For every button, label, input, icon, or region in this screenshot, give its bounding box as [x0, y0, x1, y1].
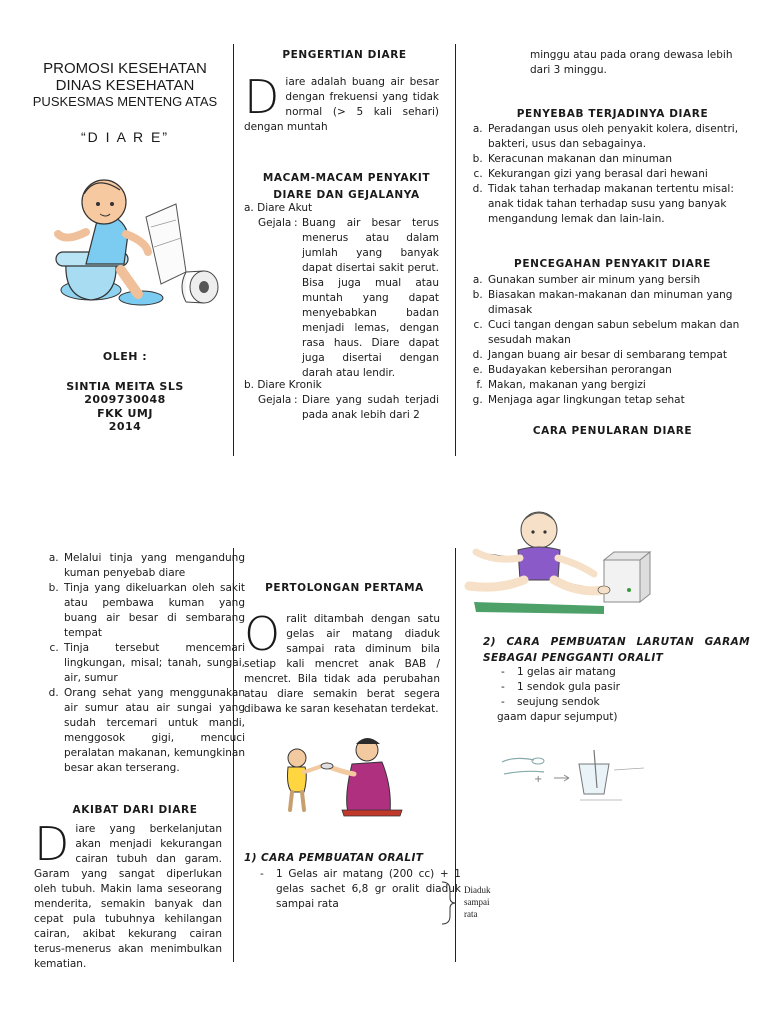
list-item: e. Budayakan kebersihan perorangan: [486, 363, 761, 378]
list-item: b. Keracunan makanan dan minuman: [486, 152, 761, 167]
section-heading-macam: [244, 170, 449, 204]
list-item: d. Jangan buang air besar di sembarang tempat: [486, 348, 761, 363]
mixing-glass-illustration: [494, 744, 654, 804]
gejala-text: Diare yang sudah terjadi pada anak lebih dari 2: [302, 394, 439, 421]
pertolongan-text: ralit ditambah dengan satu gelas air matang diaduk sampai rata diminum bila setiap kali mencret anak BAB / mencret. Bila tidak ada perubahan atau diare semakin berat segera dibawa ke saran kesehatan terdekat.: [244, 613, 440, 715]
cover-organization: PUSKESMAS MENTENG ATAS: [32, 94, 218, 109]
list-item: c. Cuci tangan dengan sabun sebelum makan dan sesudah makan: [486, 318, 761, 348]
list-item: - 1 sendok gula pasir: [517, 680, 757, 695]
author-name: SINTIA MEITA SLS: [66, 379, 184, 393]
section-heading-penyebab: PENYEBAB TERJADINYA DIARE: [516, 108, 709, 120]
list-item: - 1 gelas air matang: [517, 665, 757, 680]
oralit-list: [256, 867, 461, 912]
diare-akut-title: a. Diare Akut: [244, 202, 313, 214]
list-item: d. Orang sehat yang menggunakan air sumur atau air sungai yang sudah tercemari untuk mandi, menggosok gigi, mencuci peralatan makanan, kemungkinan besar akan terserang.: [62, 686, 245, 776]
list-item: c. Tinja tersebut mencemari lingkungan, misal; tanah, sungai, air, sumur: [62, 641, 245, 686]
diare-kronik-block: b. Diare Kronik Gejala : Diare yang sudah terjadi pada anak lebih dari 2: [244, 379, 439, 421]
author-year: 2014: [108, 420, 142, 433]
larutan-list: [497, 665, 757, 710]
cover-topic: “D I A R E”: [80, 129, 170, 145]
list-item: - seujung sendok: [517, 695, 757, 710]
dropcap-letter: D: [244, 70, 280, 124]
cover-subtitle: DINAS KESEHATAN: [55, 77, 195, 94]
akibat-paragraph: [34, 817, 222, 972]
oralit-heading: 1) CARA PEMBUATAN ORALIT: [244, 852, 424, 864]
svg-text:+: +: [534, 774, 543, 785]
larutan-heading: 2) CARA PEMBUATAN LARUTAN GARAM SEBAGAI PENGGANTI ORALIT: [483, 636, 750, 664]
penularan-list: [40, 551, 245, 776]
child-sitting-illustration: [454, 502, 654, 620]
diare-akut-block: a. Diare Akut Gejala : Buang air besar terus menerus atau dalam jumlah yang banyak dapat disertai sakit perut. Bisa juga mual atau muntah yang dapat menyebabkan badan menjadi lemas, dengan rasa haus. Diare dapat juga disertai dengan darah atau lendir.: [244, 202, 439, 379]
list-item: b. Tinja yang dikeluarkan oleh sakit atau pembawa kuman yang buang air besar di sembarang tempat: [62, 581, 245, 641]
section-heading-pencegahan: PENCEGAHAN PENYAKIT DIARE: [514, 258, 711, 270]
panel-divider: [233, 44, 234, 456]
section-heading-akibat: AKIBAT DARI DIARE: [72, 804, 198, 816]
gejala-label: Gejala: [258, 217, 292, 229]
dropcap-letter: D: [34, 817, 70, 871]
akibat-text: iare yang berkelanjutan akan menjadi kekurangan cairan tubuh dan garam. Garam yang sangat diperlukan oleh tubuh. Makin lama seseorang menderita, semakin banyak dan cepat pula tubuhnya kehilangan cairan, akibat kekurang cairan terus-menerus akan menimbulkan kematian.: [34, 823, 222, 970]
by-label: OLEH :: [102, 350, 148, 363]
panel-divider: [455, 44, 456, 456]
dropcap-letter: O: [244, 607, 281, 661]
diare-kronik-title: b. Diare Kronik: [244, 379, 322, 391]
pengertian-text: iare adalah buang air besar dengan frekuensi yang tidak normal (> 5 kali sehari) dengan muntah: [244, 76, 439, 133]
section-heading-pengertian: PENGERTIAN DIARE: [282, 49, 407, 61]
list-item: - 1 Gelas air matang (200 cc) + 1 gelas sachet 6,8 gr oralit diaduk sampai rata: [276, 867, 461, 912]
gejala-label: Gejala: [258, 394, 292, 406]
brace-icon: [440, 880, 458, 926]
heading-line: MACAM-MACAM PENYAKIT: [262, 172, 431, 184]
pertolongan-paragraph: [244, 607, 440, 717]
pengertian-paragraph: [244, 70, 439, 135]
section-heading-pertolongan: PERTOLONGAN PERTAMA: [265, 582, 424, 594]
list-item: g. Menjaga agar lingkungan tetap sehat: [486, 393, 761, 408]
list-item: d. Tidak tahan terhadap makanan tertentu misal: anak tidak tahan terhadap susu yang banyak mengandung lemak dan lain-lain.: [486, 182, 761, 227]
child-on-potty-illustration: [36, 172, 226, 317]
stirring-note: Diaduk sampai rata: [464, 885, 491, 919]
cover-title: PROMOSI KESEHATAN: [43, 60, 207, 77]
penyebab-list: [464, 122, 761, 227]
list-item: f. Makan, makanan yang bergizi: [486, 378, 761, 393]
author-id: 2009730048: [84, 393, 166, 406]
list-item: c. Kekurangan gizi yang berasal dari hewani: [486, 167, 761, 182]
mother-feeding-child-illustration: [272, 732, 412, 820]
list-item: a. Melalui tinja yang mengandung kuman penyebab diare: [62, 551, 245, 581]
list-item: b. Biasakan makan-makanan dan minuman yang dimasak: [486, 288, 761, 318]
section-heading-penularan: CARA PENULARAN DIARE: [532, 425, 693, 437]
kronik-continuation: minggu atau pada orang dewasa lebih dari 3 minggu.: [530, 49, 733, 76]
pencegahan-list: [464, 273, 761, 408]
author-block: [30, 350, 220, 434]
list-item: a. Gunakan sumber air minum yang bersih: [486, 273, 761, 288]
cover-panel: [20, 60, 230, 145]
author-institution: FKK UMJ: [97, 406, 153, 420]
gejala-text: Buang air besar terus menerus atau dalam jumlah yang banyak dapat disertai sakit perut. Bisa juga mual atau muntah yang dapat menyebabkan badan menjadi lemas, dengan rasa haus. Diare dapat juga disertai dengan darah atau lendir.: [302, 217, 439, 379]
list-item: a. Peradangan usus oleh penyakit kolera, disentri, bakteri, usus dan sebagainya.: [486, 122, 761, 152]
heading-line: DIARE DAN GEJALANYA: [273, 189, 420, 201]
larutan-extra: gaam dapur sejumput): [497, 711, 618, 723]
